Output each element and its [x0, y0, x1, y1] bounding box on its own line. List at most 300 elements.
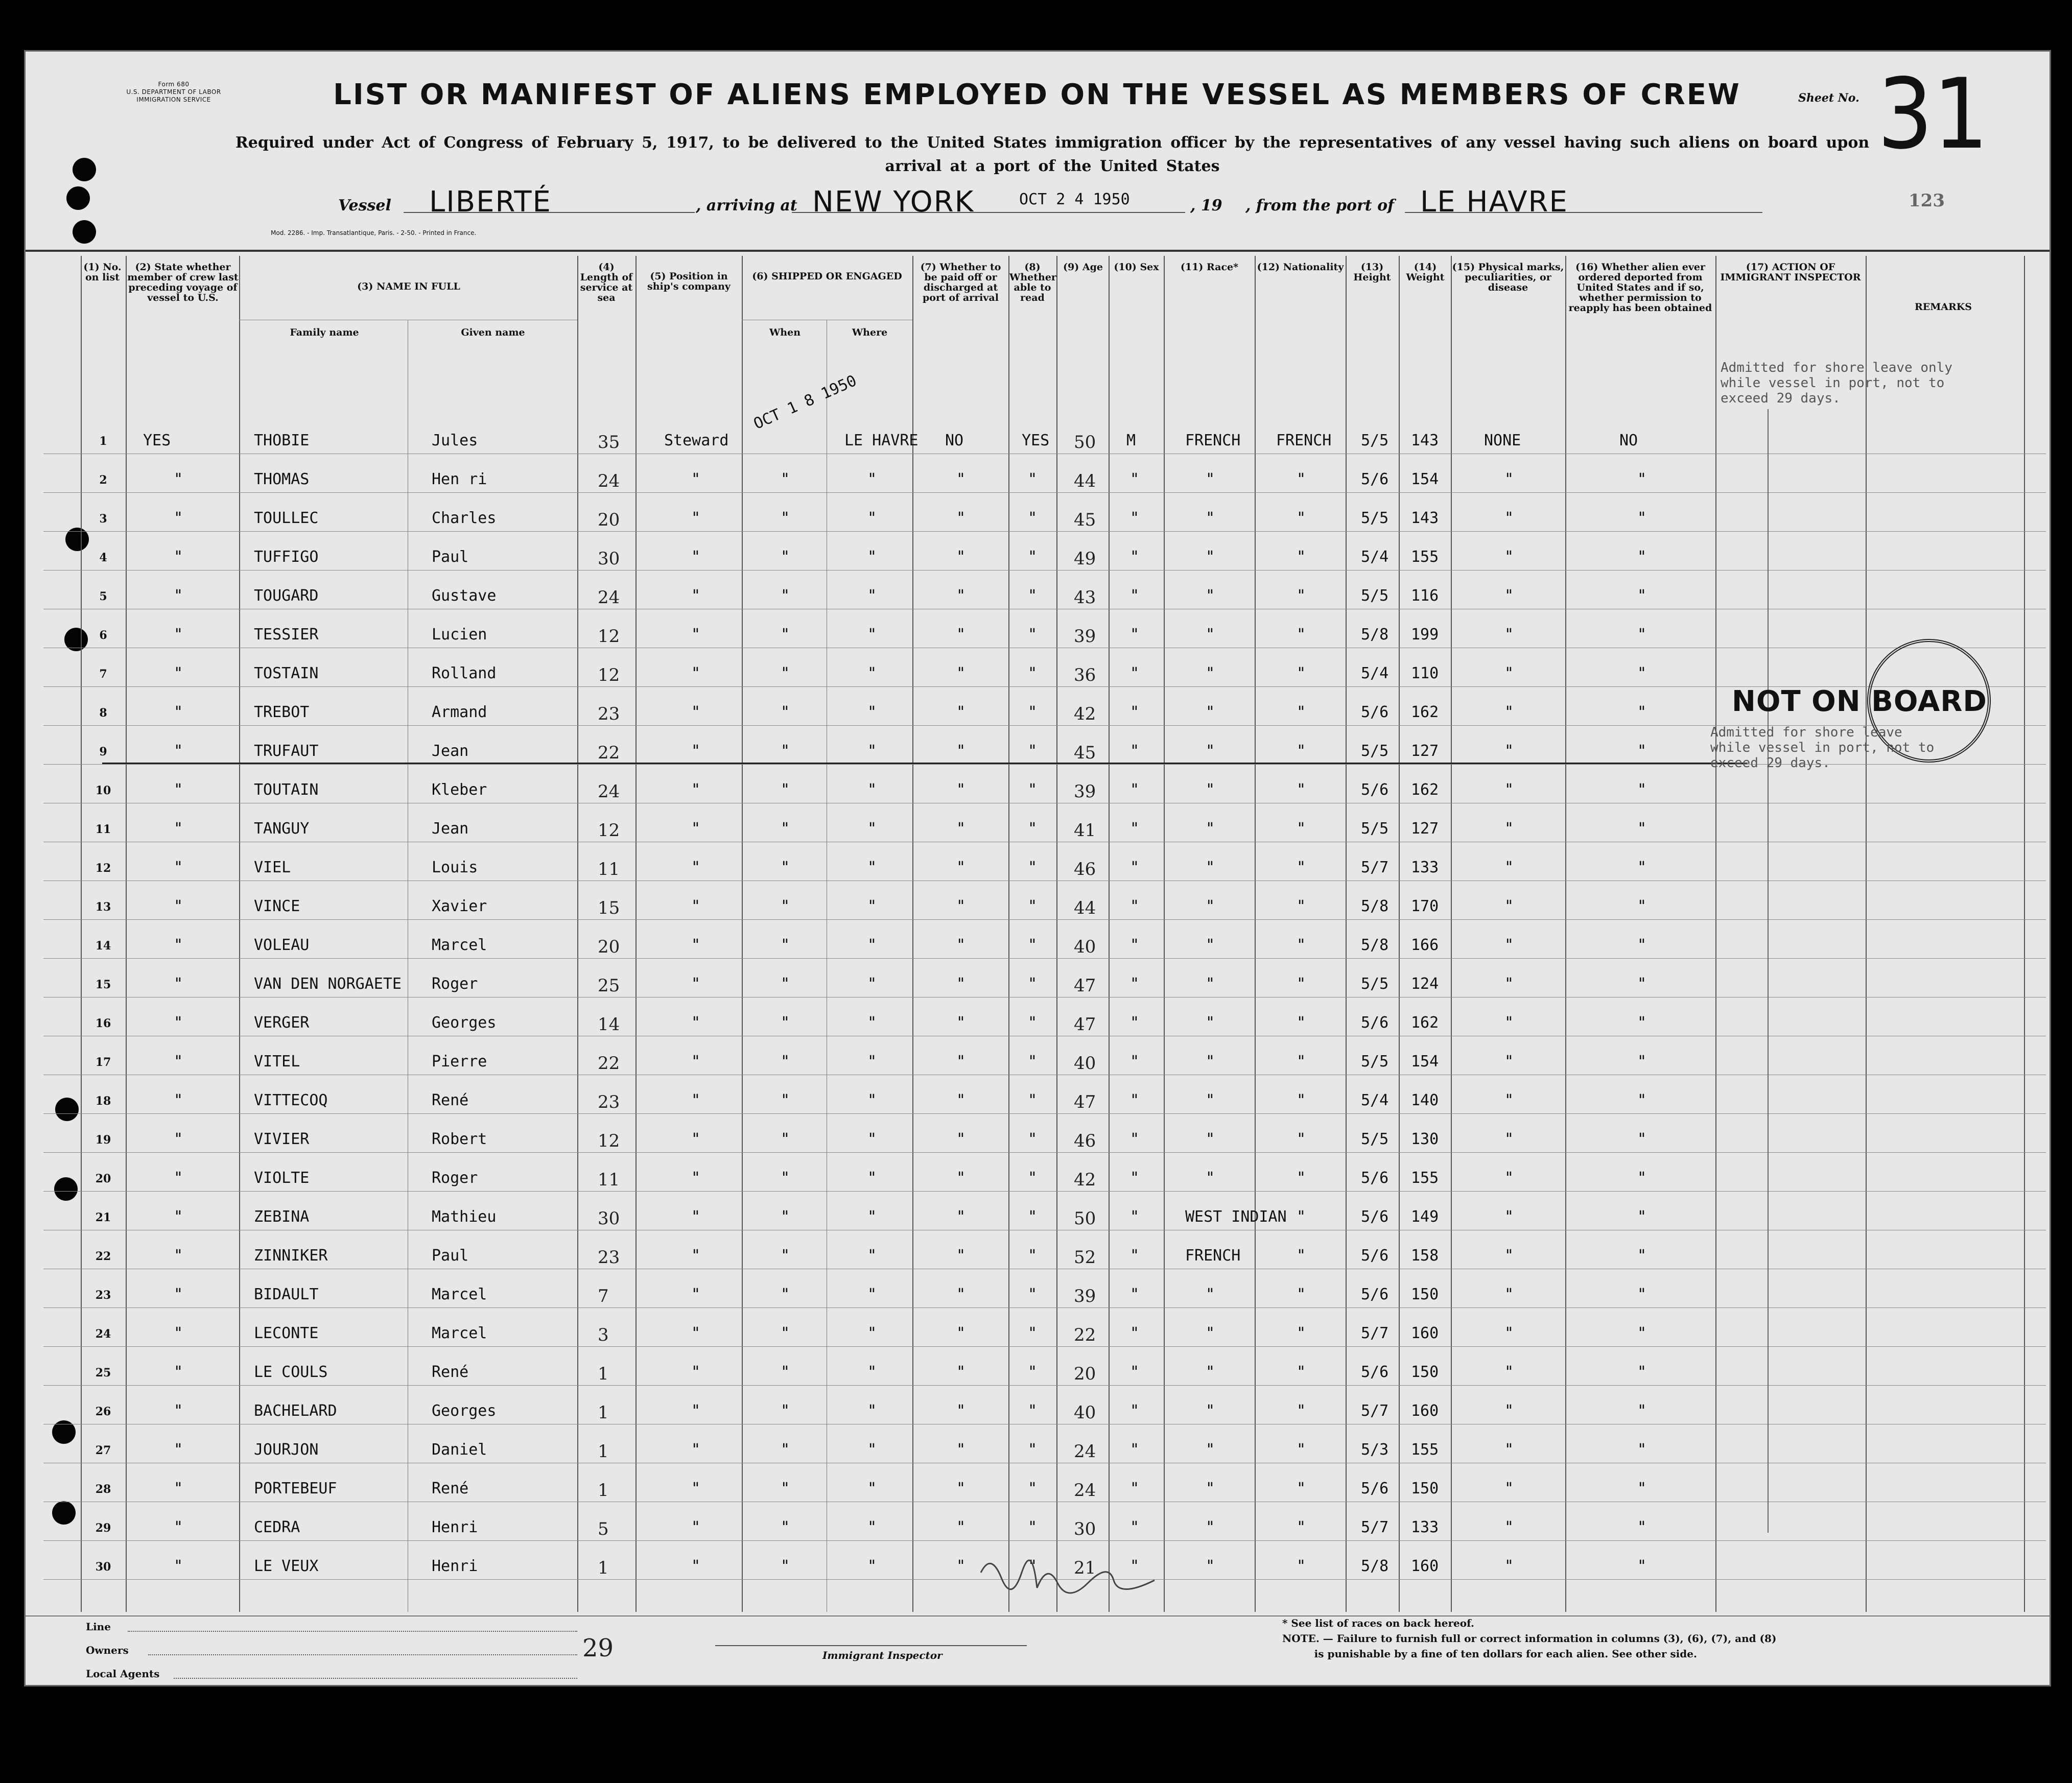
cell-paid-off: ": [956, 470, 966, 488]
cell-given-name: Henri: [432, 1557, 478, 1575]
cell-family-name: VIEL: [254, 859, 291, 876]
grid-line: [126, 256, 127, 1612]
cell-given-name: Rolland: [432, 664, 497, 682]
cell-given-name: René: [432, 1363, 469, 1381]
cell-height: 5/8: [1361, 626, 1389, 644]
row-number: 28: [95, 1483, 111, 1496]
cell-height: 5/5: [1361, 1130, 1389, 1148]
cell-physical-marks: ": [1504, 1091, 1514, 1109]
cell-position: ": [691, 859, 701, 876]
cell-physical-marks: ": [1504, 742, 1514, 760]
col-header-remarks: REMARKS: [1914, 301, 1972, 313]
cell-family-name: BIDAULT: [254, 1286, 319, 1303]
cell-prev-voyage: ": [174, 1402, 183, 1420]
cell-physical-marks: ": [1504, 975, 1514, 993]
cell-height: 5/6: [1361, 1247, 1389, 1265]
cell-height: 5/5: [1361, 509, 1389, 527]
cell-shipped-when: ": [781, 1402, 790, 1420]
col-header-shipped: (6) SHIPPED OR ENGAGED: [752, 271, 902, 282]
form-number: Form 680: [158, 81, 190, 88]
cell-paid-off: ": [956, 975, 966, 993]
row-number: 12: [95, 862, 111, 875]
cell-age: 39: [1074, 626, 1096, 647]
cell-given-name: Robert: [432, 1130, 487, 1148]
row-number: 29: [95, 1522, 111, 1535]
cell-service: 30: [598, 549, 620, 569]
cell-shipped-when: ": [781, 703, 790, 721]
cell-service: 23: [598, 704, 620, 724]
cell-nationality: ": [1297, 1053, 1306, 1071]
cell-physical-marks: ": [1504, 1480, 1514, 1497]
cell-height: 5/8: [1361, 1557, 1389, 1575]
col-header-prev-voyage: (2) State whether member of crew last preceding voyage of vessel to U.S.: [127, 261, 239, 303]
cell-physical-marks: NONE: [1484, 432, 1521, 449]
cell-physical-marks: ": [1504, 509, 1514, 527]
cell-sex: ": [1130, 1363, 1140, 1381]
cell-given-name: Pierre: [432, 1053, 487, 1071]
cell-able-to-read: ": [1028, 742, 1038, 760]
cell-weight: 133: [1411, 1518, 1439, 1536]
row-number: 21: [95, 1211, 111, 1224]
cell-service: 22: [598, 1053, 620, 1074]
cell-deported: ": [1637, 548, 1647, 566]
cell-paid-off: ": [956, 1480, 966, 1497]
cell-able-to-read: ": [1028, 509, 1038, 527]
cell-paid-off: ": [956, 1518, 966, 1536]
cell-age: 49: [1074, 549, 1096, 569]
cell-race: FRENCH: [1185, 432, 1241, 449]
cell-given-name: Mathieu: [432, 1208, 497, 1226]
cell-age: 45: [1074, 743, 1096, 763]
grid-line: [1399, 256, 1400, 1612]
row-number: 23: [95, 1289, 111, 1302]
cell-able-to-read: ": [1028, 781, 1038, 799]
cell-nationality: ": [1297, 975, 1306, 993]
cell-able-to-read: ": [1028, 1053, 1038, 1071]
cell-paid-off: ": [956, 936, 966, 954]
cell-service: 23: [598, 1247, 620, 1268]
admitted-shore-leave-note: Admitted for shore leave only while vessel in port, not to exceed 29 days.: [1721, 360, 1952, 406]
cell-height: 5/8: [1361, 936, 1389, 954]
col-header-weight: (14) Weight: [1406, 261, 1445, 283]
cell-shipped-when: ": [781, 820, 790, 838]
cell-paid-off: ": [956, 859, 966, 876]
cell-prev-voyage: ": [174, 1324, 183, 1342]
cell-physical-marks: ": [1504, 1130, 1514, 1148]
cell-age: 40: [1074, 1402, 1096, 1423]
cell-height: 5/7: [1361, 1402, 1389, 1420]
cell-race: ": [1206, 1286, 1215, 1303]
cell-paid-off: ": [956, 1441, 966, 1459]
cell-position: ": [691, 1363, 701, 1381]
cell-prev-voyage: ": [174, 1518, 183, 1536]
cell-shipped-when: ": [781, 975, 790, 993]
cell-height: 5/6: [1361, 470, 1389, 488]
col-header-height: (13) Height: [1353, 261, 1391, 283]
cell-shipped-where: ": [867, 1208, 877, 1226]
cell-height: 5/6: [1361, 703, 1389, 721]
arrival-underline: [792, 212, 1185, 213]
cell-prev-voyage: ": [174, 897, 183, 915]
cell-race: ": [1206, 1324, 1215, 1342]
cell-shipped-where: ": [867, 1324, 877, 1342]
cell-service: 24: [598, 471, 620, 491]
cell-physical-marks: ": [1504, 820, 1514, 838]
cell-shipped-where: ": [867, 1480, 877, 1497]
col-header-nationality: (12) Nationality: [1257, 261, 1344, 273]
footer-note: * See list of races on back hereof. NOTE. — Failure to furnish full or correct information in columns (3), (6), (7), and (8) is punishable by a fine of ten dollars for each alien. See other side.: [1282, 1617, 1777, 1660]
cell-shipped-when: ": [781, 1169, 790, 1187]
cell-nationality: ": [1297, 1557, 1306, 1575]
cell-service: 12: [598, 1131, 620, 1151]
row-number: 22: [95, 1250, 111, 1263]
cell-sex: ": [1130, 781, 1140, 799]
cell-paid-off: ": [956, 1169, 966, 1187]
cell-deported: ": [1637, 1324, 1647, 1342]
cell-family-name: VINCE: [254, 897, 300, 915]
cell-service: 1: [598, 1364, 609, 1384]
cell-paid-off: ": [956, 1053, 966, 1071]
cell-shipped-where: ": [867, 897, 877, 915]
cell-family-name: TRUFAUT: [254, 742, 319, 760]
cell-nationality: ": [1297, 509, 1306, 527]
cell-paid-off: ": [956, 703, 966, 721]
cell-age: 50: [1074, 1208, 1096, 1229]
cell-height: 5/5: [1361, 742, 1389, 760]
cell-deported: ": [1637, 1053, 1647, 1071]
cell-weight: 124: [1411, 975, 1439, 993]
col-header-when: When: [769, 327, 801, 338]
cell-age: 42: [1074, 704, 1096, 724]
cell-age: 24: [1074, 1441, 1096, 1462]
cell-sex: ": [1130, 1441, 1140, 1459]
year-label: , 19: [1190, 197, 1222, 215]
cell-shipped-when: ": [781, 664, 790, 682]
cell-prev-voyage: ": [174, 859, 183, 876]
cell-prev-voyage: ": [174, 936, 183, 954]
cell-paid-off: ": [956, 626, 966, 644]
cell-physical-marks: ": [1504, 897, 1514, 915]
cell-prev-voyage: YES: [143, 432, 171, 449]
cell-age: 44: [1074, 898, 1096, 918]
cell-family-name: VERGER: [254, 1014, 310, 1032]
cell-shipped-when: ": [781, 859, 790, 876]
cell-shipped-when: ": [781, 936, 790, 954]
cell-able-to-read: ": [1028, 859, 1038, 876]
cell-service: 20: [598, 510, 620, 530]
cell-family-name: BACHELARD: [254, 1402, 337, 1420]
table-row-rule: [43, 1191, 2046, 1192]
row-number: 5: [99, 590, 107, 603]
col-header-paid-off: (7) Whether to be paid off or discharged at port of arrival: [920, 261, 1001, 303]
cell-deported: ": [1637, 1557, 1647, 1575]
cell-shipped-where: ": [867, 936, 877, 954]
cell-age: 24: [1074, 1480, 1096, 1501]
cell-deported: ": [1637, 664, 1647, 682]
cell-position: ": [691, 626, 701, 644]
table-row-rule: [43, 1346, 2046, 1347]
cell-shipped-when: ": [781, 548, 790, 566]
cell-family-name: ZEBINA: [254, 1208, 310, 1226]
table-row-rule: [43, 919, 2046, 920]
cell-age: 36: [1074, 665, 1096, 685]
row-number: 14: [95, 939, 111, 953]
cell-sex: ": [1130, 1053, 1140, 1071]
cell-sex: ": [1130, 1518, 1140, 1536]
cell-position: ": [691, 1053, 701, 1071]
cell-age: 44: [1074, 471, 1096, 491]
cell-race: ": [1206, 859, 1215, 876]
row-9-strikethrough: [102, 763, 1747, 764]
cell-race: ": [1206, 509, 1215, 527]
cell-position: ": [691, 1014, 701, 1032]
cell-weight: 162: [1411, 1014, 1439, 1032]
cell-age: 39: [1074, 1286, 1096, 1306]
cell-height: 5/4: [1361, 664, 1389, 682]
col-header-action: (17) ACTION OF IMMIGRANT INSPECTOR: [1720, 261, 1861, 283]
cell-deported: ": [1637, 1363, 1647, 1381]
binder-hole: [73, 158, 96, 181]
cell-able-to-read: ": [1028, 548, 1038, 566]
footer-owners-field: [148, 1654, 577, 1655]
cell-shipped-where: ": [867, 664, 877, 682]
cell-weight: 143: [1411, 432, 1439, 449]
cell-weight: 110: [1411, 664, 1439, 682]
cell-shipped-when: ": [781, 1130, 790, 1148]
cell-shipped-where: ": [867, 1518, 877, 1536]
row-number: 8: [99, 706, 107, 720]
cell-nationality: ": [1297, 1324, 1306, 1342]
cell-service: 12: [598, 820, 620, 841]
cell-shipped-when: ": [781, 470, 790, 488]
cell-sex: ": [1130, 1402, 1140, 1420]
table-row-rule: [43, 1540, 2046, 1541]
cell-shipped-where: ": [867, 1169, 877, 1187]
cell-shipped-when: ": [781, 1480, 790, 1497]
cell-race: ": [1206, 587, 1215, 605]
cell-age: 47: [1074, 976, 1096, 996]
cell-given-name: Charles: [432, 509, 497, 527]
cell-shipped-when: OCT 1 8 1950: [751, 371, 860, 433]
cell-prev-voyage: ": [174, 509, 183, 527]
cell-able-to-read: ": [1028, 1014, 1038, 1032]
table-row-rule: [43, 1113, 2046, 1114]
form-subtitle: Required under Act of Congress of February 5, 1917, to be delivered to the United States immigration officer by the representatives of any vessel having such aliens on board upon arrival at a port of the United States: [235, 134, 1870, 175]
cell-height: 5/4: [1361, 548, 1389, 566]
cell-given-name: Jean: [432, 742, 469, 760]
grid-line: [742, 256, 743, 1612]
cell-weight: 133: [1411, 859, 1439, 876]
cell-paid-off: ": [956, 509, 966, 527]
cell-sex: ": [1130, 1480, 1140, 1497]
cell-position: ": [691, 1169, 701, 1187]
cell-sex: ": [1130, 1130, 1140, 1148]
cell-race: ": [1206, 1557, 1215, 1575]
cell-paid-off: ": [956, 1014, 966, 1032]
cell-family-name: VAN DEN NORGAETE: [254, 975, 402, 993]
cell-race: ": [1206, 626, 1215, 644]
cell-position: ": [691, 1286, 701, 1303]
footer-agents-label: Local Agents: [86, 1668, 160, 1680]
row-number: 25: [95, 1366, 111, 1380]
cell-weight: 127: [1411, 742, 1439, 760]
cell-sex: ": [1130, 1247, 1140, 1265]
cell-prev-voyage: ": [174, 1480, 183, 1497]
cell-able-to-read: ": [1028, 1480, 1038, 1497]
cell-shipped-where: ": [867, 1130, 877, 1148]
cell-race: ": [1206, 1441, 1215, 1459]
cell-deported: ": [1637, 626, 1647, 644]
cell-family-name: LECONTE: [254, 1324, 319, 1342]
cell-able-to-read: ": [1028, 664, 1038, 682]
cell-physical-marks: ": [1504, 703, 1514, 721]
cell-physical-marks: ": [1504, 1324, 1514, 1342]
cell-race: ": [1206, 1053, 1215, 1071]
cell-nationality: ": [1297, 703, 1306, 721]
col-header-sex: (10) Sex: [1114, 261, 1159, 273]
form-number-block: [125, 81, 222, 104]
cell-given-name: Lucien: [432, 626, 487, 644]
cell-paid-off: ": [956, 820, 966, 838]
cell-prev-voyage: ": [174, 470, 183, 488]
print-note: Mod. 2286. - Imp. Transatlantique, Paris. - 2-50. - Printed in France.: [271, 229, 477, 236]
cell-service: 23: [598, 1092, 620, 1112]
cell-position: ": [691, 703, 701, 721]
cell-position: ": [691, 664, 701, 682]
cell-nationality: ": [1297, 1091, 1306, 1109]
cell-nationality: ": [1297, 1518, 1306, 1536]
cell-family-name: CEDRA: [254, 1518, 300, 1536]
cell-family-name: TUFFIGO: [254, 548, 319, 566]
cell-shipped-when: ": [781, 1324, 790, 1342]
cell-shipped-when: ": [781, 1247, 790, 1265]
cell-height: 5/6: [1361, 1286, 1389, 1303]
cell-family-name: PORTEBEUF: [254, 1480, 337, 1497]
cell-weight: 154: [1411, 470, 1439, 488]
cell-given-name: Gustave: [432, 587, 497, 605]
cell-race: ": [1206, 936, 1215, 954]
row-number: 30: [95, 1560, 111, 1574]
cell-weight: 160: [1411, 1557, 1439, 1575]
row-number: 4: [99, 551, 107, 564]
grid-line: [1866, 256, 1867, 1612]
col-header-given: Given name: [461, 327, 525, 338]
grid-line: [1008, 256, 1009, 1612]
cell-family-name: TOUGARD: [254, 587, 319, 605]
cell-physical-marks: ": [1504, 587, 1514, 605]
cell-race: ": [1206, 820, 1215, 838]
cell-prev-voyage: ": [174, 548, 183, 566]
cell-able-to-read: YES: [1022, 432, 1050, 449]
cell-given-name: Jean: [432, 820, 469, 838]
cell-nationality: ": [1297, 1169, 1306, 1187]
grid-line: [1255, 256, 1256, 1612]
vessel-name: LIBERTÉ: [429, 185, 552, 219]
cell-race: ": [1206, 1518, 1215, 1536]
cell-physical-marks: ": [1504, 859, 1514, 876]
cell-family-name: VOLEAU: [254, 936, 310, 954]
cell-position: ": [691, 1091, 701, 1109]
cell-age: 43: [1074, 587, 1096, 608]
cell-age: 22: [1074, 1325, 1096, 1345]
cell-prev-voyage: ": [174, 1169, 183, 1187]
grid-line: [635, 256, 637, 1612]
cell-given-name: Paul: [432, 548, 469, 566]
cell-shipped-when: ": [781, 1091, 790, 1109]
cell-family-name: ZINNIKER: [254, 1247, 328, 1265]
cell-able-to-read: ": [1028, 703, 1038, 721]
cell-service: 12: [598, 626, 620, 647]
department-name: U.S. DEPARTMENT OF LABOR: [126, 88, 221, 96]
cell-able-to-read: ": [1028, 1518, 1038, 1536]
cell-prev-voyage: ": [174, 1014, 183, 1032]
cell-service: 22: [598, 743, 620, 763]
cell-age: 52: [1074, 1247, 1096, 1268]
cell-physical-marks: ": [1504, 664, 1514, 682]
cell-weight: 154: [1411, 1053, 1439, 1071]
grid-line: [1715, 256, 1716, 1612]
cell-service: 30: [598, 1208, 620, 1229]
manifest-sheet: [24, 50, 2051, 1686]
cell-service: 7: [598, 1286, 609, 1306]
cell-race: ": [1206, 975, 1215, 993]
cell-position: ": [691, 1208, 701, 1226]
cell-weight: 150: [1411, 1480, 1439, 1497]
cell-given-name: René: [432, 1480, 469, 1497]
cell-paid-off: ": [956, 1402, 966, 1420]
cell-height: 5/6: [1361, 781, 1389, 799]
cell-position: ": [691, 820, 701, 838]
cell-race: ": [1206, 742, 1215, 760]
cell-able-to-read: ": [1028, 897, 1038, 915]
cell-physical-marks: ": [1504, 1247, 1514, 1265]
cell-race: FRENCH: [1185, 1247, 1241, 1265]
cell-paid-off: ": [956, 664, 966, 682]
cell-service: 11: [598, 1170, 620, 1190]
cell-able-to-read: ": [1028, 936, 1038, 954]
cell-paid-off: ": [956, 1247, 966, 1265]
cell-sex: ": [1130, 859, 1140, 876]
header-rule: [26, 250, 2050, 252]
cell-height: 5/5: [1361, 820, 1389, 838]
cell-able-to-read: ": [1028, 1130, 1038, 1148]
cell-paid-off: ": [956, 1324, 966, 1342]
cell-height: 5/7: [1361, 1324, 1389, 1342]
cell-family-name: THOBIE: [254, 432, 310, 449]
cell-height: 5/4: [1361, 1091, 1389, 1109]
cell-position: ": [691, 1402, 701, 1420]
cell-position: ": [691, 936, 701, 954]
binder-hole: [52, 1501, 76, 1525]
row-number: 11: [95, 823, 111, 836]
cell-shipped-when: ": [781, 1208, 790, 1226]
cell-position: ": [691, 1324, 701, 1342]
cell-deported: ": [1637, 703, 1647, 721]
cell-able-to-read: ": [1028, 1324, 1038, 1342]
cell-prev-voyage: ": [174, 587, 183, 605]
row-number: 3: [99, 512, 107, 526]
cell-family-name: VITEL: [254, 1053, 300, 1071]
cell-given-name: Hen ri: [432, 470, 487, 488]
cell-position: ": [691, 1557, 701, 1575]
cell-shipped-where: ": [867, 703, 877, 721]
cell-prev-voyage: ": [174, 975, 183, 993]
cell-given-name: Roger: [432, 1169, 478, 1187]
cell-able-to-read: ": [1028, 626, 1038, 644]
cell-shipped-where: ": [867, 1053, 877, 1071]
cell-height: 5/5: [1361, 1053, 1389, 1071]
cell-age: 46: [1074, 1131, 1096, 1151]
